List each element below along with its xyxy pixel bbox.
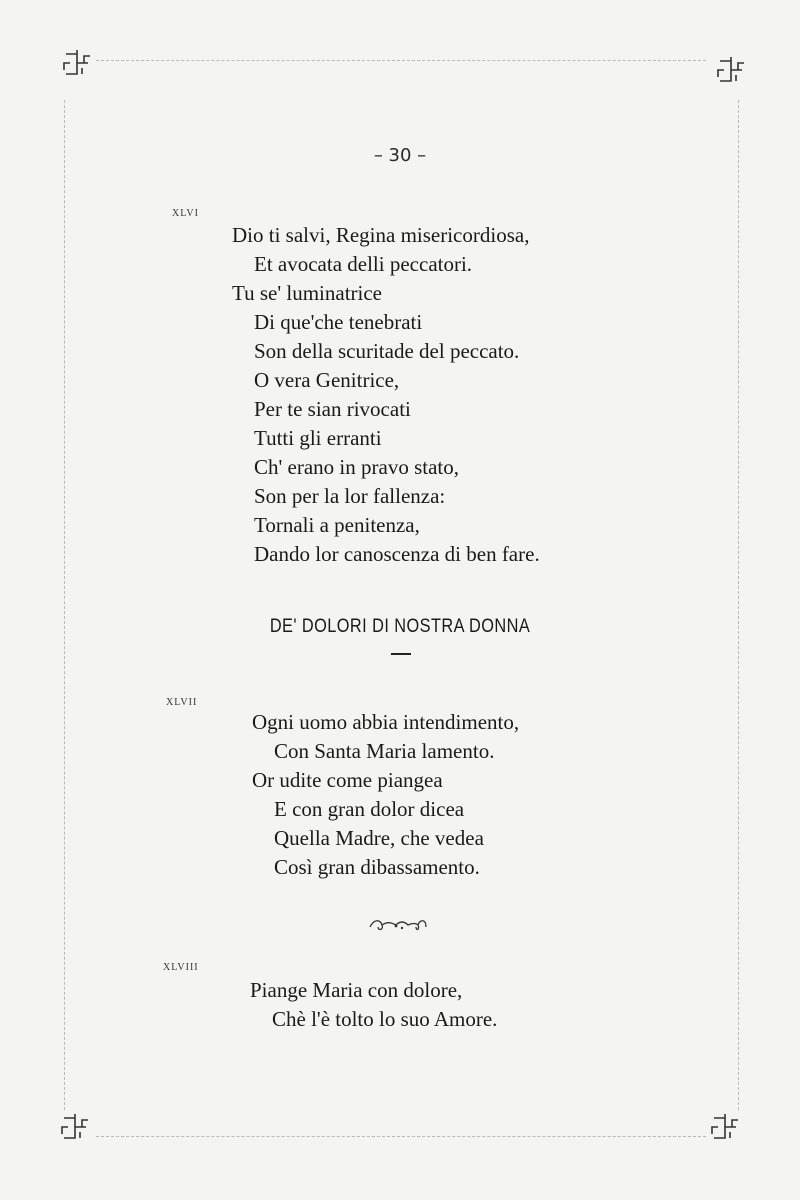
page-number: – 30 – [373,145,427,166]
verse-line: O vera Genitrice, [254,368,400,392]
verse-line: Di que'che tenebrati [254,310,423,334]
verse-line: Dando lor canoscenza di ben fare. [254,542,540,566]
stanza-numeral: XLVII [166,697,198,708]
corner-ornament-icon [716,55,746,85]
verse-line: Chè l'è tolto lo suo Amore. [272,1007,498,1031]
flourish-divider-icon [366,915,430,935]
section-heading: DE' DOLORI DI NOSTRA DONNA [269,616,531,637]
verse-line: Tu se' luminatrice [232,281,382,305]
verse-line: Dio ti salvi, Regina misericordiosa, [232,223,530,247]
verse-line: Son per la lor fallenza: [254,484,446,508]
stanza-numeral: XLVI [172,208,199,219]
verse-line: Et avocata delli peccatori. [254,252,473,276]
stanza-numeral: XLVIII [163,962,199,973]
stanza-xlviii [250,976,497,1034]
stanza-xlvi [232,221,540,569]
corner-ornament-icon [710,1112,740,1142]
frame-top-border [96,60,706,61]
frame-bottom-border [96,1136,706,1137]
verse-line: Son della scuritade del peccato. [254,339,520,363]
stanza-xlvii [252,708,519,882]
frame-right-border [738,100,739,1110]
verse-line: E con gran dolor dicea [274,797,465,821]
heading-divider [391,653,411,655]
verse-line: Così gran dibassamento. [274,855,480,879]
verse-line: Tornali a penitenza, [254,513,420,537]
corner-ornament-icon [62,48,92,78]
verse-line: Piange Maria con dolore, [250,978,463,1002]
verse-line: Con Santa Maria lamento. [274,739,495,763]
verse-line: Per te sian rivocati [254,397,411,421]
corner-ornament-icon [60,1112,90,1142]
verse-line: Ch' erano in pravo stato, [254,455,459,479]
frame-left-border [64,100,65,1110]
verse-line: Quella Madre, che vedea [274,826,484,850]
verse-line: Ogni uomo abbia intendimento, [252,710,520,734]
verse-line: Or udite come piangea [252,768,443,792]
verse-line: Tutti gli erranti [254,426,382,450]
